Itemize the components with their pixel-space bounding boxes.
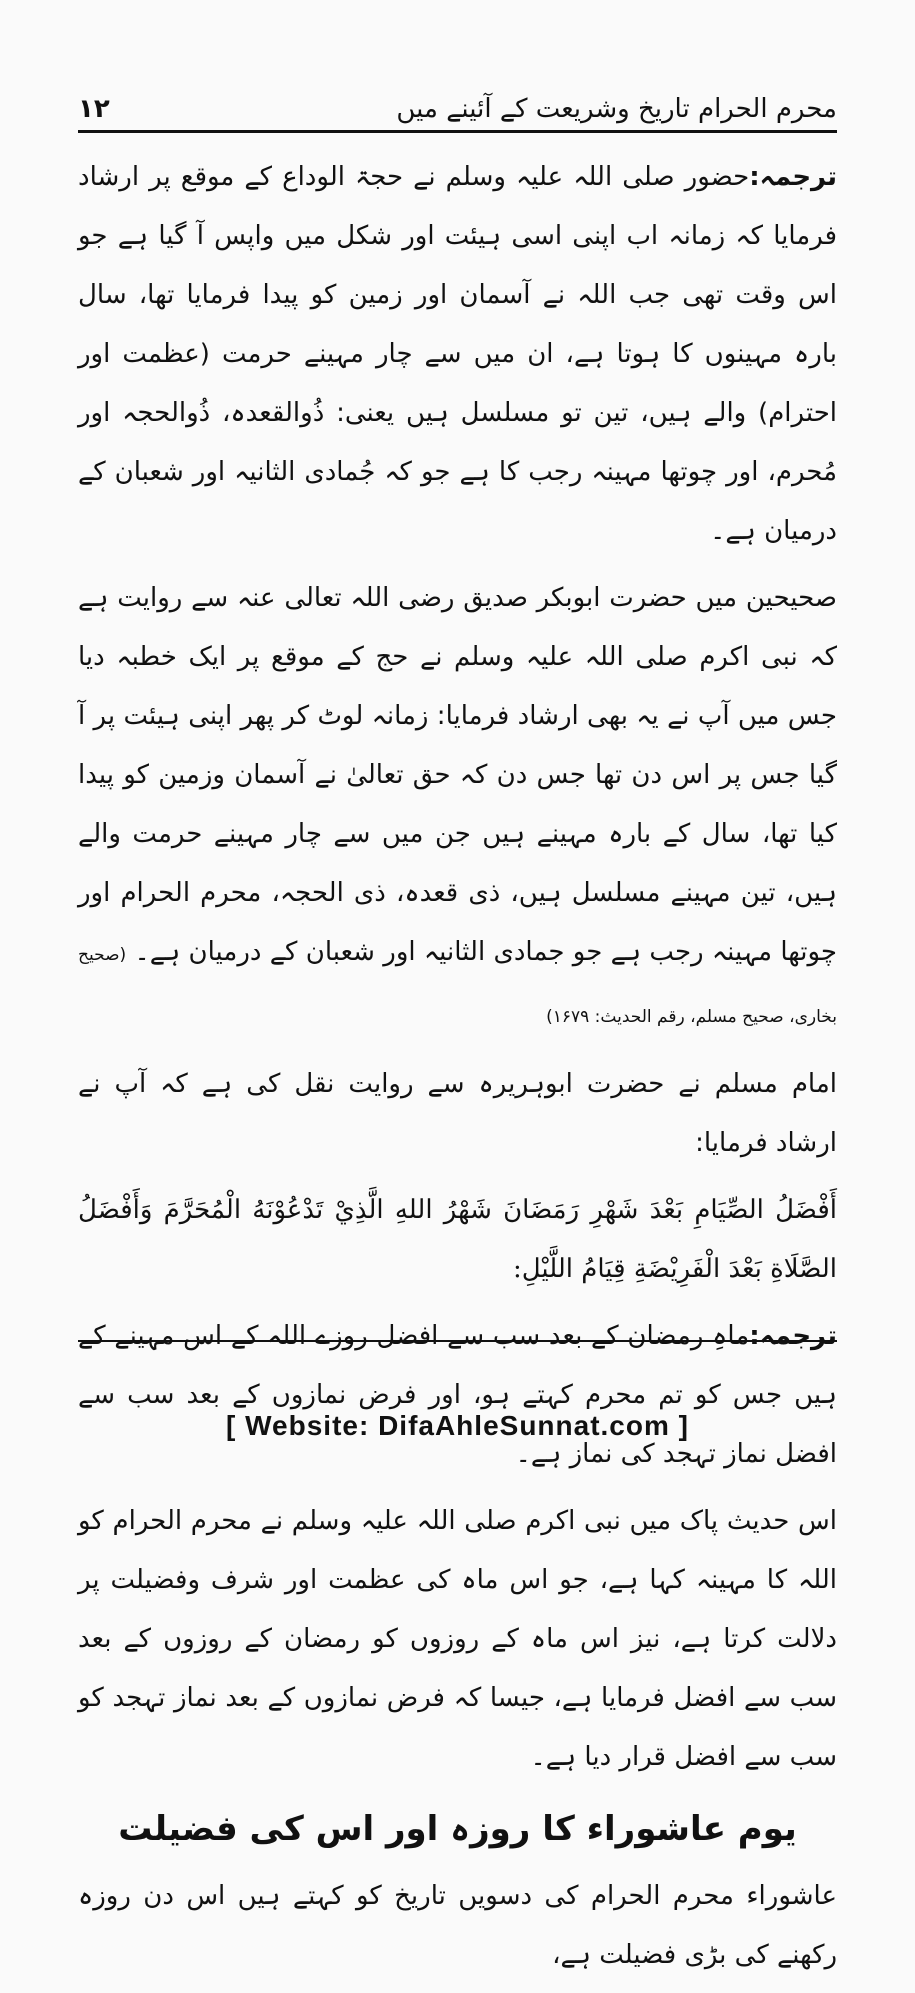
page-number: ۱۲ xyxy=(78,94,110,124)
header-title: محرم الحرام تاریخ وشریعت کے آئینے میں xyxy=(396,94,837,124)
translation-label: ترجمہ: xyxy=(749,162,837,192)
translation-label: ترجمہ: xyxy=(749,1321,837,1351)
section-intro-paragraph: عاشوراء محرم الحرام کی دسویں تاریخ کو کہتے ہیں اس دن روزہ رکھنے کی بڑی فضیلت ہے، xyxy=(78,1881,837,1970)
paragraph-text: حضور صلی اللہ علیہ وسلم نے حجۃ الوداع کے موقع پر ارشاد فرمایا کہ زمانہ اب اپنی اسی ہیئت اور شکل میں واپس آ گیا ہے جو اس وقت تھی جب اللہ نے آسمان اور زمین کو پیدا فرمایا تھا، سال بارہ مہینوں کا ہوتا ہے، ان میں سے چار مہینے حرمت (عظمت اور احترام) والے ہیں، تین تو مسلسل ہیں یعنی: ذُوالقعدہ، ذُوالحجہ اور مُحرم، اور چوتھا مہینہ رجب کا ہے جو کہ جُمادی الثانیہ اور شعبان کے درمیان ہے۔ xyxy=(78,162,837,546)
paragraph-text: ماہِ رمضان کے بعد سب سے افضل روزے اللہ کے اس مہینے کے ہیں جس کو تم محرم کہتے ہو، اور فرض نمازوں کے بعد سب سے افضل نماز تہجد کی نماز ہے۔ xyxy=(78,1321,837,1469)
section-heading: یوم عاشوراء کا روزہ اور اس کی فضیلت xyxy=(118,1809,797,1849)
footer-divider xyxy=(78,1340,837,1342)
running-header xyxy=(78,78,837,133)
arabic-hadith-text: أَفْضَلُ الصِّيَامِ بَعْدَ شَهْرِ رَمَضَانَ شَهْرُ اللهِ الَّذِيْ تَدْعُوْنَهُ الْمُحَرَّمَ وَأَفْضَلُ الصَّلَاةِ بَعْدَ الْفَرِيْضَةِ قِيَامُ اللَّيْلِ: xyxy=(78,1195,837,1284)
imam-muslim-intro: امام مسلم نے حضرت ابوہریرہ سے روایت نقل کی ہے کہ آپ نے ارشاد فرمایا: xyxy=(78,1069,837,1158)
website-footer: [ Website: DifaAhleSunnat.com ] xyxy=(226,1410,689,1441)
main-content xyxy=(78,148,837,1993)
hadith-paragraph-sahihain xyxy=(78,569,837,1047)
citation: (صحیح بخاری، صحیح مسلم، رقم الحدیث: ۱۶۷۹) xyxy=(78,945,837,1027)
commentary-paragraph: اس حدیث پاک میں نبی اکرم صلی اللہ علیہ وسلم نے محرم الحرام کو اللہ کا مہینہ کہا ہے، جو اس ماہ کی عظمت اور شرف وفضیلت پر دلالت کرتا ہے، نیز اس ماہ کے روزوں کو رمضان کے روزوں کے بعد سب سے افضل فرمایا ہے، جیسا کہ فرض نمازوں کے بعد نماز تہجد کو سب سے افضل قرار دیا ہے۔ xyxy=(78,1506,837,1772)
paragraph-text: صحیحین میں حضرت ابوبکر صدیق رضی اللہ تعالی عنہ سے روایت ہے کہ نبی اکرم صلی اللہ علیہ وسلم نے حج کے موقع پر ایک خطبہ دیا جس میں آپ نے یہ بھی ارشاد فرمایا: زمانہ لوٹ کر پھر اپنی ہیئت پر آ گیا جس پر اس دن تھا جس دن کہ حق تعالیٰ نے آسمان وزمین کو پیدا کیا تھا، سال کے بارہ مہینے ہیں جن میں سے چار مہینے حرمت والے ہیں، تین مہینے مسلسل ہیں، ذی قعدہ، ذی الحجہ، محرم الحرام اور چوتھا مہینہ رجب ہے جو جمادی الثانیہ اور شعبان کے درمیان ہے۔ xyxy=(78,583,837,967)
translation-paragraph-2 xyxy=(78,1307,837,1484)
translation-paragraph-1 xyxy=(78,148,837,561)
